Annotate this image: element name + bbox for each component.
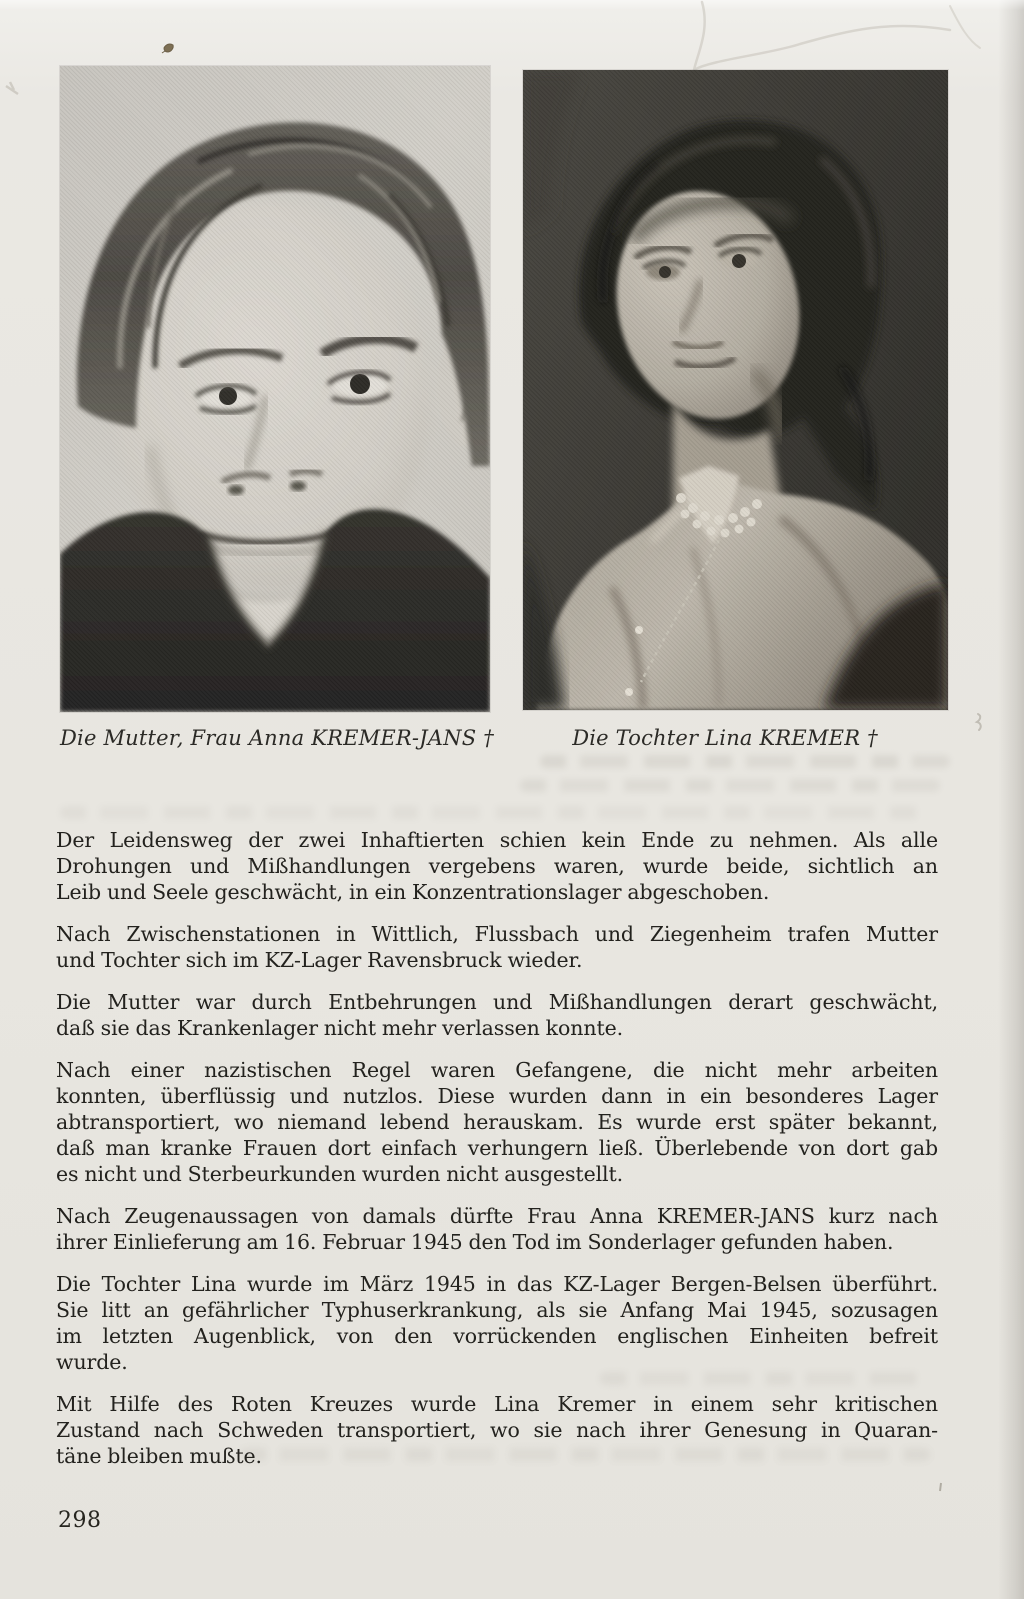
text-line: konnten, überflüssig und nutzlos. Diese wurden dann in ein besonderes Lager	[56, 1084, 938, 1108]
mother-photo	[60, 66, 490, 712]
text-line: wurde.	[56, 1350, 128, 1374]
text-line: Sie litt an gefährlicher Typhuserkrankung, als sie Anfang Mai 1945, sozusagen	[56, 1298, 938, 1322]
text-line: Zustand nach Schweden transportiert, wo sie nach ihrer Genesung in Quaran-	[56, 1418, 938, 1442]
text-line: Nach einer nazistischen Regel waren Gefangene, die nicht mehr arbeiten	[56, 1058, 938, 1082]
daughter-photo-caption: Die Tochter Lina KREMER †	[572, 726, 878, 750]
scan-edge-highlight	[0, 0, 1024, 10]
paragraph	[56, 1203, 938, 1255]
text-line: daß sie das Krankenlager nicht mehr verlassen konnte.	[56, 1016, 624, 1040]
scan-edge-shadow	[998, 0, 1024, 1599]
ink-speck	[161, 40, 177, 56]
mother-photo-caption: Die Mutter, Frau Anna KREMER-JANS †	[60, 726, 494, 750]
text-line: Die Mutter war durch Entbehrungen und Mißhandlungen derart geschwächt,	[56, 990, 938, 1014]
margin-mark-left	[4, 80, 34, 106]
page-number: 298	[58, 1508, 102, 1533]
text-line: und Tochter sich im KZ-Lager Ravensbruck wieder.	[56, 948, 583, 972]
bleed-through-line	[540, 755, 950, 768]
text-line: täne bleiben mußte.	[56, 1444, 262, 1468]
pencil-mark-top	[650, 0, 1010, 80]
text-line: im letzten Augenblick, von den vorrückenden englischen Einheiten befreit	[56, 1324, 938, 1348]
bleed-through-line	[520, 779, 940, 792]
text-line: Nach Zeugenaussagen von damals dürfte Frau Anna KREMER-JANS kurz nach	[56, 1204, 938, 1228]
text-line: abtransportiert, wo niemand lebend herauskam. Es wurde erst später bekannt,	[56, 1110, 938, 1134]
text-line: Leib und Seele geschwächt, in ein Konzentrationslager abgeschoben.	[56, 880, 770, 904]
bleed-through-line	[60, 806, 930, 819]
paragraph	[56, 1391, 938, 1469]
text-line: es nicht und Sterbeurkunden wurden nicht ausgestellt.	[56, 1162, 624, 1186]
text-line: daß man kranke Frauen dort einfach verhungern ließ. Überlebende von dort gab	[56, 1136, 938, 1160]
text-line: Der Leidensweg der zwei Inhaftierten schien kein Ende zu nehmen. Als alle	[56, 828, 938, 852]
paragraph	[56, 989, 938, 1041]
paragraph	[56, 1057, 938, 1187]
tiny-mark-bottom-right	[936, 1482, 946, 1496]
article-text	[56, 827, 938, 1469]
paragraph	[56, 1271, 938, 1375]
text-line: ihrer Einlieferung am 16. Februar 1945 den Tod im Sonderlager gefunden haben.	[56, 1230, 894, 1254]
text-line: Die Tochter Lina wurde im März 1945 in das KZ-Lager Bergen-Belsen überführt.	[56, 1272, 938, 1296]
text-line: Nach Zwischenstationen in Wittlich, Flussbach und Ziegenheim trafen Mutter	[56, 922, 938, 946]
paragraph	[56, 921, 938, 973]
text-line: Drohungen und Mißhandlungen vergebens waren, wurde beide, sichtlich an	[56, 854, 938, 878]
daughter-photo	[523, 70, 948, 710]
paragraph	[56, 827, 938, 905]
text-line: Mit Hilfe des Roten Kreuzes wurde Lina Kremer in einem sehr kritischen	[56, 1392, 938, 1416]
pencil-mark-right	[968, 710, 992, 734]
